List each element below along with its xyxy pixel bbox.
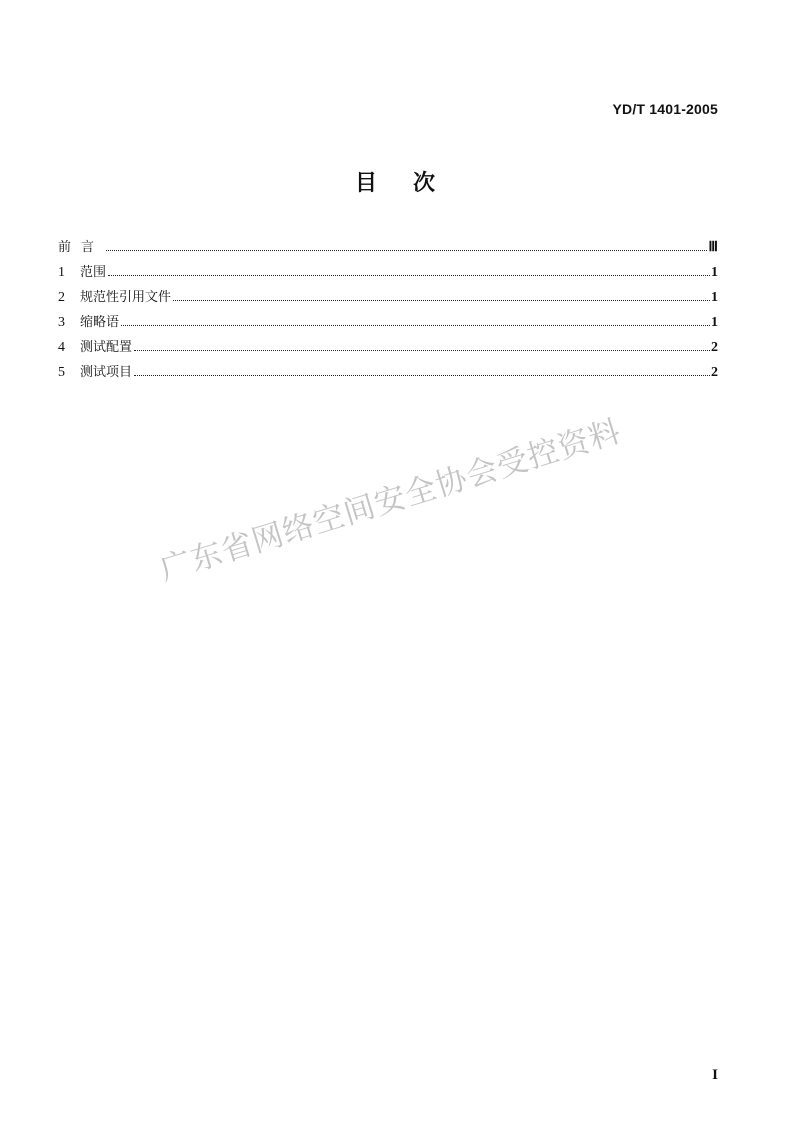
dot-leader (134, 349, 710, 351)
dot-leader (173, 299, 710, 301)
toc-entry-test-configuration[interactable] (58, 336, 718, 361)
toc-entry-page: 2 (711, 365, 718, 380)
toc-entry-page: 1 (711, 265, 718, 280)
toc-entry-number: 1 (58, 265, 65, 280)
toc-entry-label: 测试项目 (80, 365, 133, 380)
dot-leader (108, 274, 710, 276)
title-char-1: 目 (354, 171, 377, 196)
dot-leader (134, 374, 710, 376)
toc-entry-test-items[interactable] (58, 361, 718, 386)
page-title (0, 166, 790, 197)
toc-entry-label: 测试配置 (80, 340, 133, 355)
toc-entry-label: 前言 (58, 240, 105, 255)
page-number: I (712, 1067, 718, 1083)
toc-entry-scope[interactable] (58, 261, 718, 286)
document-code: YD/T 1401-2005 (612, 101, 718, 117)
title-char-2: 次 (413, 171, 436, 196)
toc-entry-number: 3 (58, 315, 65, 330)
toc-entry-abbreviations[interactable] (58, 311, 718, 336)
dot-leader (106, 249, 707, 251)
toc-entry-normative-references[interactable] (58, 286, 718, 311)
toc-entry-page: 1 (711, 315, 718, 330)
toc-entry-label: 范围 (80, 265, 107, 280)
toc-entry-label: 缩略语 (80, 315, 120, 330)
toc-entry-number: 4 (58, 340, 65, 355)
toc-entry-page: 1 (711, 290, 718, 305)
toc-entry-label: 规范性引用文件 (80, 290, 172, 305)
toc-entry-page: 2 (711, 340, 718, 355)
dot-leader (121, 324, 710, 326)
watermark: 广东省网络空间安全协会受控资料 (155, 413, 626, 589)
toc-entry-page: Ⅲ (708, 240, 718, 255)
toc-entry-number: 5 (58, 365, 65, 380)
toc-entry-foreword[interactable] (58, 236, 718, 261)
table-of-contents (58, 236, 718, 386)
toc-entry-number: 2 (58, 290, 65, 305)
